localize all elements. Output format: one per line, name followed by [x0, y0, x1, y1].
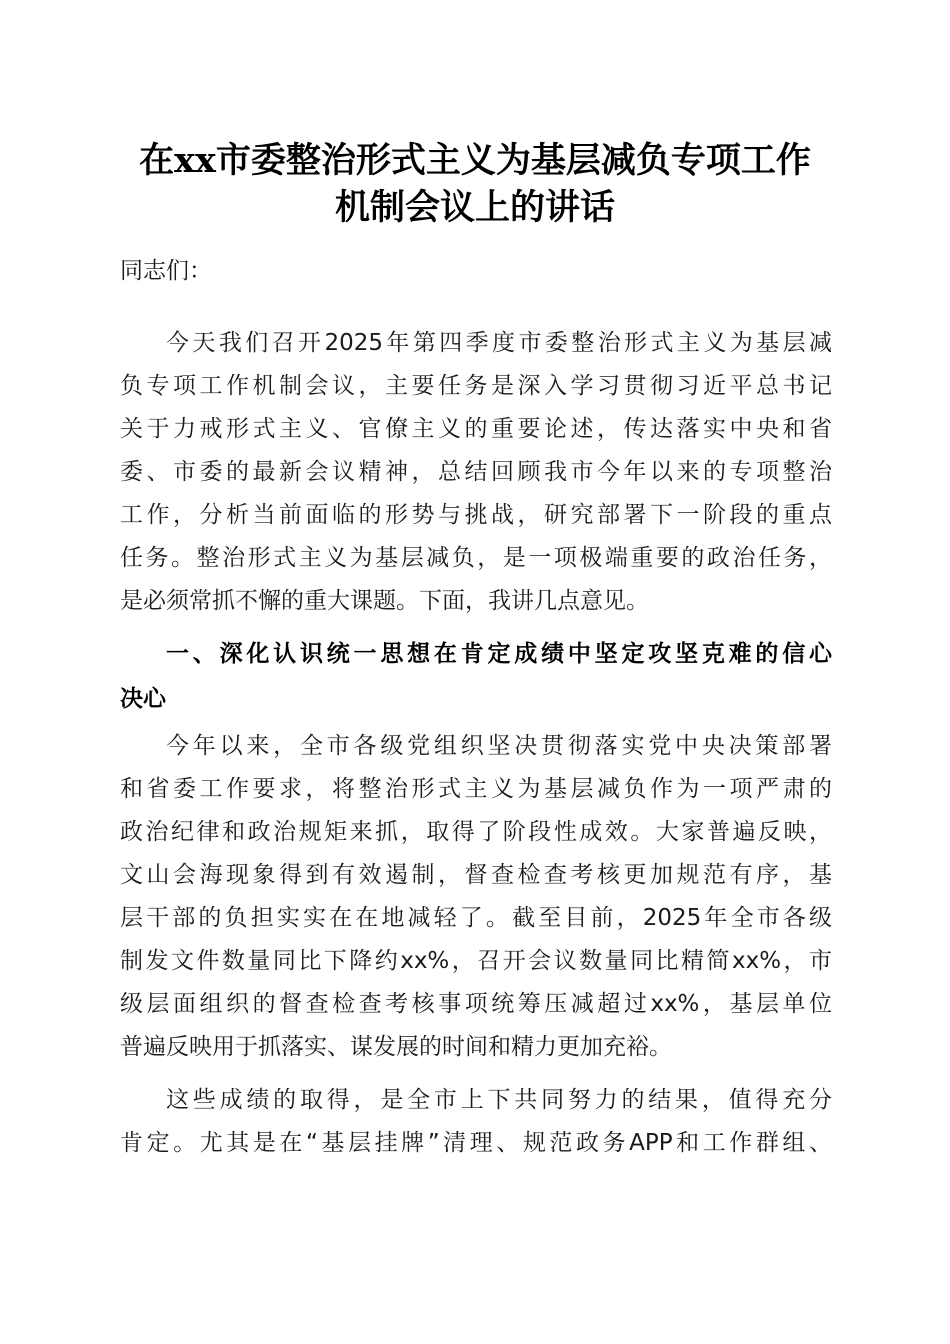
paragraph-1-line-7: 是必须常抓不懈的重大课题。下面，我讲几点意见。	[120, 588, 649, 614]
document-title-line-1: 在xx市委整治形式主义为基层减负专项工作	[139, 140, 811, 181]
paragraph-2-line-1: 今年以来，全市各级党组织坚决贯彻落实党中央决策部署	[166, 733, 832, 759]
paragraph-2-line-2: 和省委工作要求，将整治形式主义为基层减负作为一项严肃的	[120, 776, 832, 802]
paragraph-1-line-6: 任务。整治形式主义为基层减负，是一项极端重要的政治任务，	[120, 545, 832, 571]
paragraph-1-line-5: 工作，分析当前面临的形势与挑战，研究部署下一阶段的重点	[120, 502, 832, 528]
paragraph-2-line-3: 政治纪律和政治规矩来抓，取得了阶段性成效。大家普遍反映，	[120, 819, 832, 845]
document-title-line-2: 机制会议上的讲话	[334, 187, 615, 228]
paragraph-2-line-4: 文山会海现象得到有效遏制，督查检查考核更加规范有序，基	[120, 862, 832, 888]
paragraph-1-line-2: 负专项工作机制会议，主要任务是深入学习贯彻习近平总书记	[120, 373, 832, 399]
paragraph-1-line-4: 委、市委的最新会议精神，总结回顾我市今年以来的专项整治	[120, 459, 832, 485]
section-heading-1-line-1: 一、深化认识统一思想在肯定成绩中坚定攻坚克难的信心	[166, 641, 832, 667]
paragraph-2-line-6: 制发文件数量同比下降约xx%，召开会议数量同比精简xx%，市	[120, 948, 832, 974]
paragraph-2-line-7: 级层面组织的督查检查考核事项统筹压减超过xx%，基层单位	[120, 991, 832, 1017]
paragraph-2-line-8: 普遍反映用于抓落实、谋发展的时间和精力更加充裕。	[120, 1034, 672, 1060]
paragraph-2-line-5: 层干部的负担实实在在地减轻了。截至目前，2025年全市各级	[120, 905, 832, 931]
paragraph-3-line-2: 肯定。尤其是在“基层挂牌”清理、规范政务APP和工作群组、	[120, 1130, 832, 1156]
salutation: 同志们：	[120, 258, 212, 284]
paragraph-3-line-1: 这些成绩的取得，是全市上下共同努力的结果，值得充分	[166, 1087, 832, 1113]
section-heading-1-line-2: 决心	[120, 686, 166, 712]
paragraph-1-line-3: 关于力戒形式主义、官僚主义的重要论述，传达落实中央和省	[120, 416, 832, 442]
paragraph-1-line-1: 今天我们召开2025年第四季度市委整治形式主义为基层减	[166, 330, 832, 356]
